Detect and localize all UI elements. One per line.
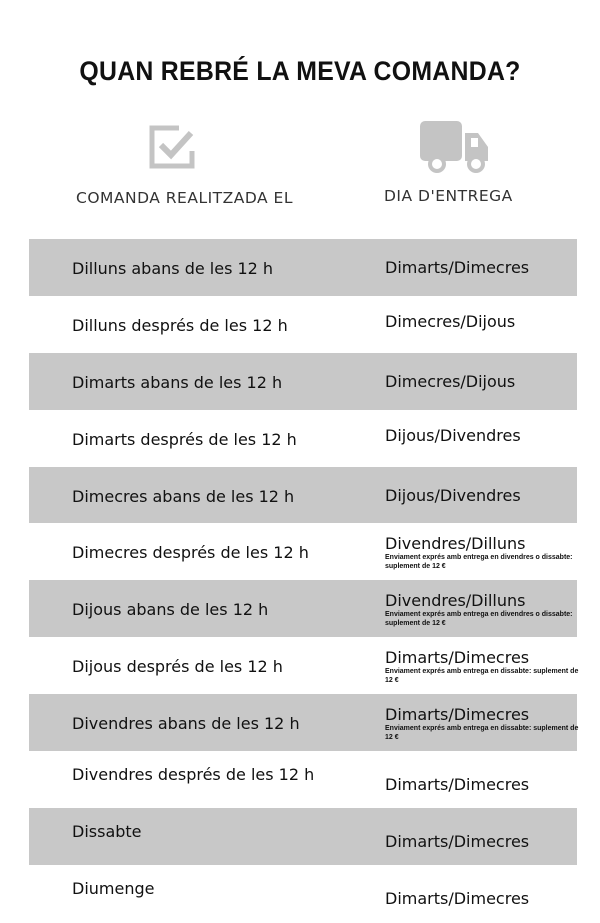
order-time: Dimecres després de les 12 h	[72, 543, 309, 563]
delivery-cell	[385, 372, 515, 391]
delivery-cell	[385, 832, 529, 851]
delivery-days: Dimarts/Dimecres	[385, 258, 530, 277]
delivery-days: Dimarts/Dimecres	[385, 648, 530, 668]
delivery-cell	[385, 775, 529, 794]
table-row	[29, 410, 577, 467]
schedule-table	[29, 239, 577, 922]
delivery-days: Dimecres/Dijous	[385, 311, 516, 331]
delivery-days: Dimarts/Dimecres	[385, 831, 530, 851]
delivery-cell	[385, 426, 521, 445]
delivery-cell	[385, 591, 585, 628]
delivery-days: Dijous/Divendres	[385, 485, 521, 505]
delivery-days: Dijous/Divendres	[385, 425, 521, 445]
table-row	[29, 353, 577, 410]
order-time: Dissabte	[72, 821, 142, 841]
table-row	[29, 751, 577, 808]
order-time: Divendres després de les 12 h	[72, 765, 315, 785]
express-note: Enviament exprés amb entrega en divendres o dissabte: suplement de 12 €	[385, 611, 573, 628]
table-row	[29, 808, 577, 865]
order-time: Dijous després de les 12 h	[72, 657, 283, 677]
order-time: Dimarts després de les 12 h	[72, 429, 297, 449]
delivery-truck-icon	[420, 121, 490, 174]
express-note: Enviament exprés amb entrega en dissabte: suplement de 12 €	[385, 725, 579, 742]
delivery-cell	[385, 486, 521, 505]
page-title: QUAN REBRÉ LA MEVA COMANDA?	[79, 56, 521, 86]
delivery-cell	[385, 312, 515, 331]
table-row	[29, 865, 577, 922]
order-time: Divendres abans de les 12 h	[72, 714, 300, 734]
order-time: Dimarts abans de les 12 h	[72, 372, 283, 392]
ordered-column-header: COMANDA REALITZADA EL	[76, 189, 293, 207]
delivery-cell	[385, 258, 529, 277]
checkbox-check-icon	[149, 125, 197, 169]
delivery-column-header: DIA D'ENTREGA	[384, 187, 513, 205]
table-row	[29, 523, 577, 580]
delivery-cell	[385, 705, 585, 742]
order-time: Dilluns després de les 12 h	[72, 315, 288, 335]
delivery-cell	[385, 534, 585, 571]
delivery-days: Dimecres/Dijous	[385, 371, 516, 391]
delivery-days: Dimarts/Dimecres	[385, 705, 530, 725]
delivery-cell	[385, 889, 529, 908]
table-row	[29, 694, 577, 751]
table-row	[29, 467, 577, 524]
table-row	[29, 239, 577, 296]
order-time: Dimecres abans de les 12 h	[72, 486, 295, 506]
order-time: Diumenge	[72, 878, 155, 898]
table-row	[29, 580, 577, 637]
order-time: Dilluns abans de les 12 h	[72, 259, 274, 278]
delivery-days: Dimarts/Dimecres	[385, 888, 530, 908]
express-note: Enviament exprés amb entrega en divendres o dissabte: suplement de 12 €	[385, 554, 573, 571]
delivery-days: Divendres/Dilluns	[385, 534, 526, 554]
delivery-days: Divendres/Dilluns	[385, 591, 526, 611]
table-row	[29, 296, 577, 353]
express-note: Enviament exprés amb entrega en dissabte: suplement de 12 €	[385, 668, 579, 685]
table-row	[29, 637, 577, 694]
order-time: Dijous abans de les 12 h	[72, 600, 269, 620]
delivery-days: Dimarts/Dimecres	[385, 775, 530, 795]
delivery-cell	[385, 648, 585, 685]
